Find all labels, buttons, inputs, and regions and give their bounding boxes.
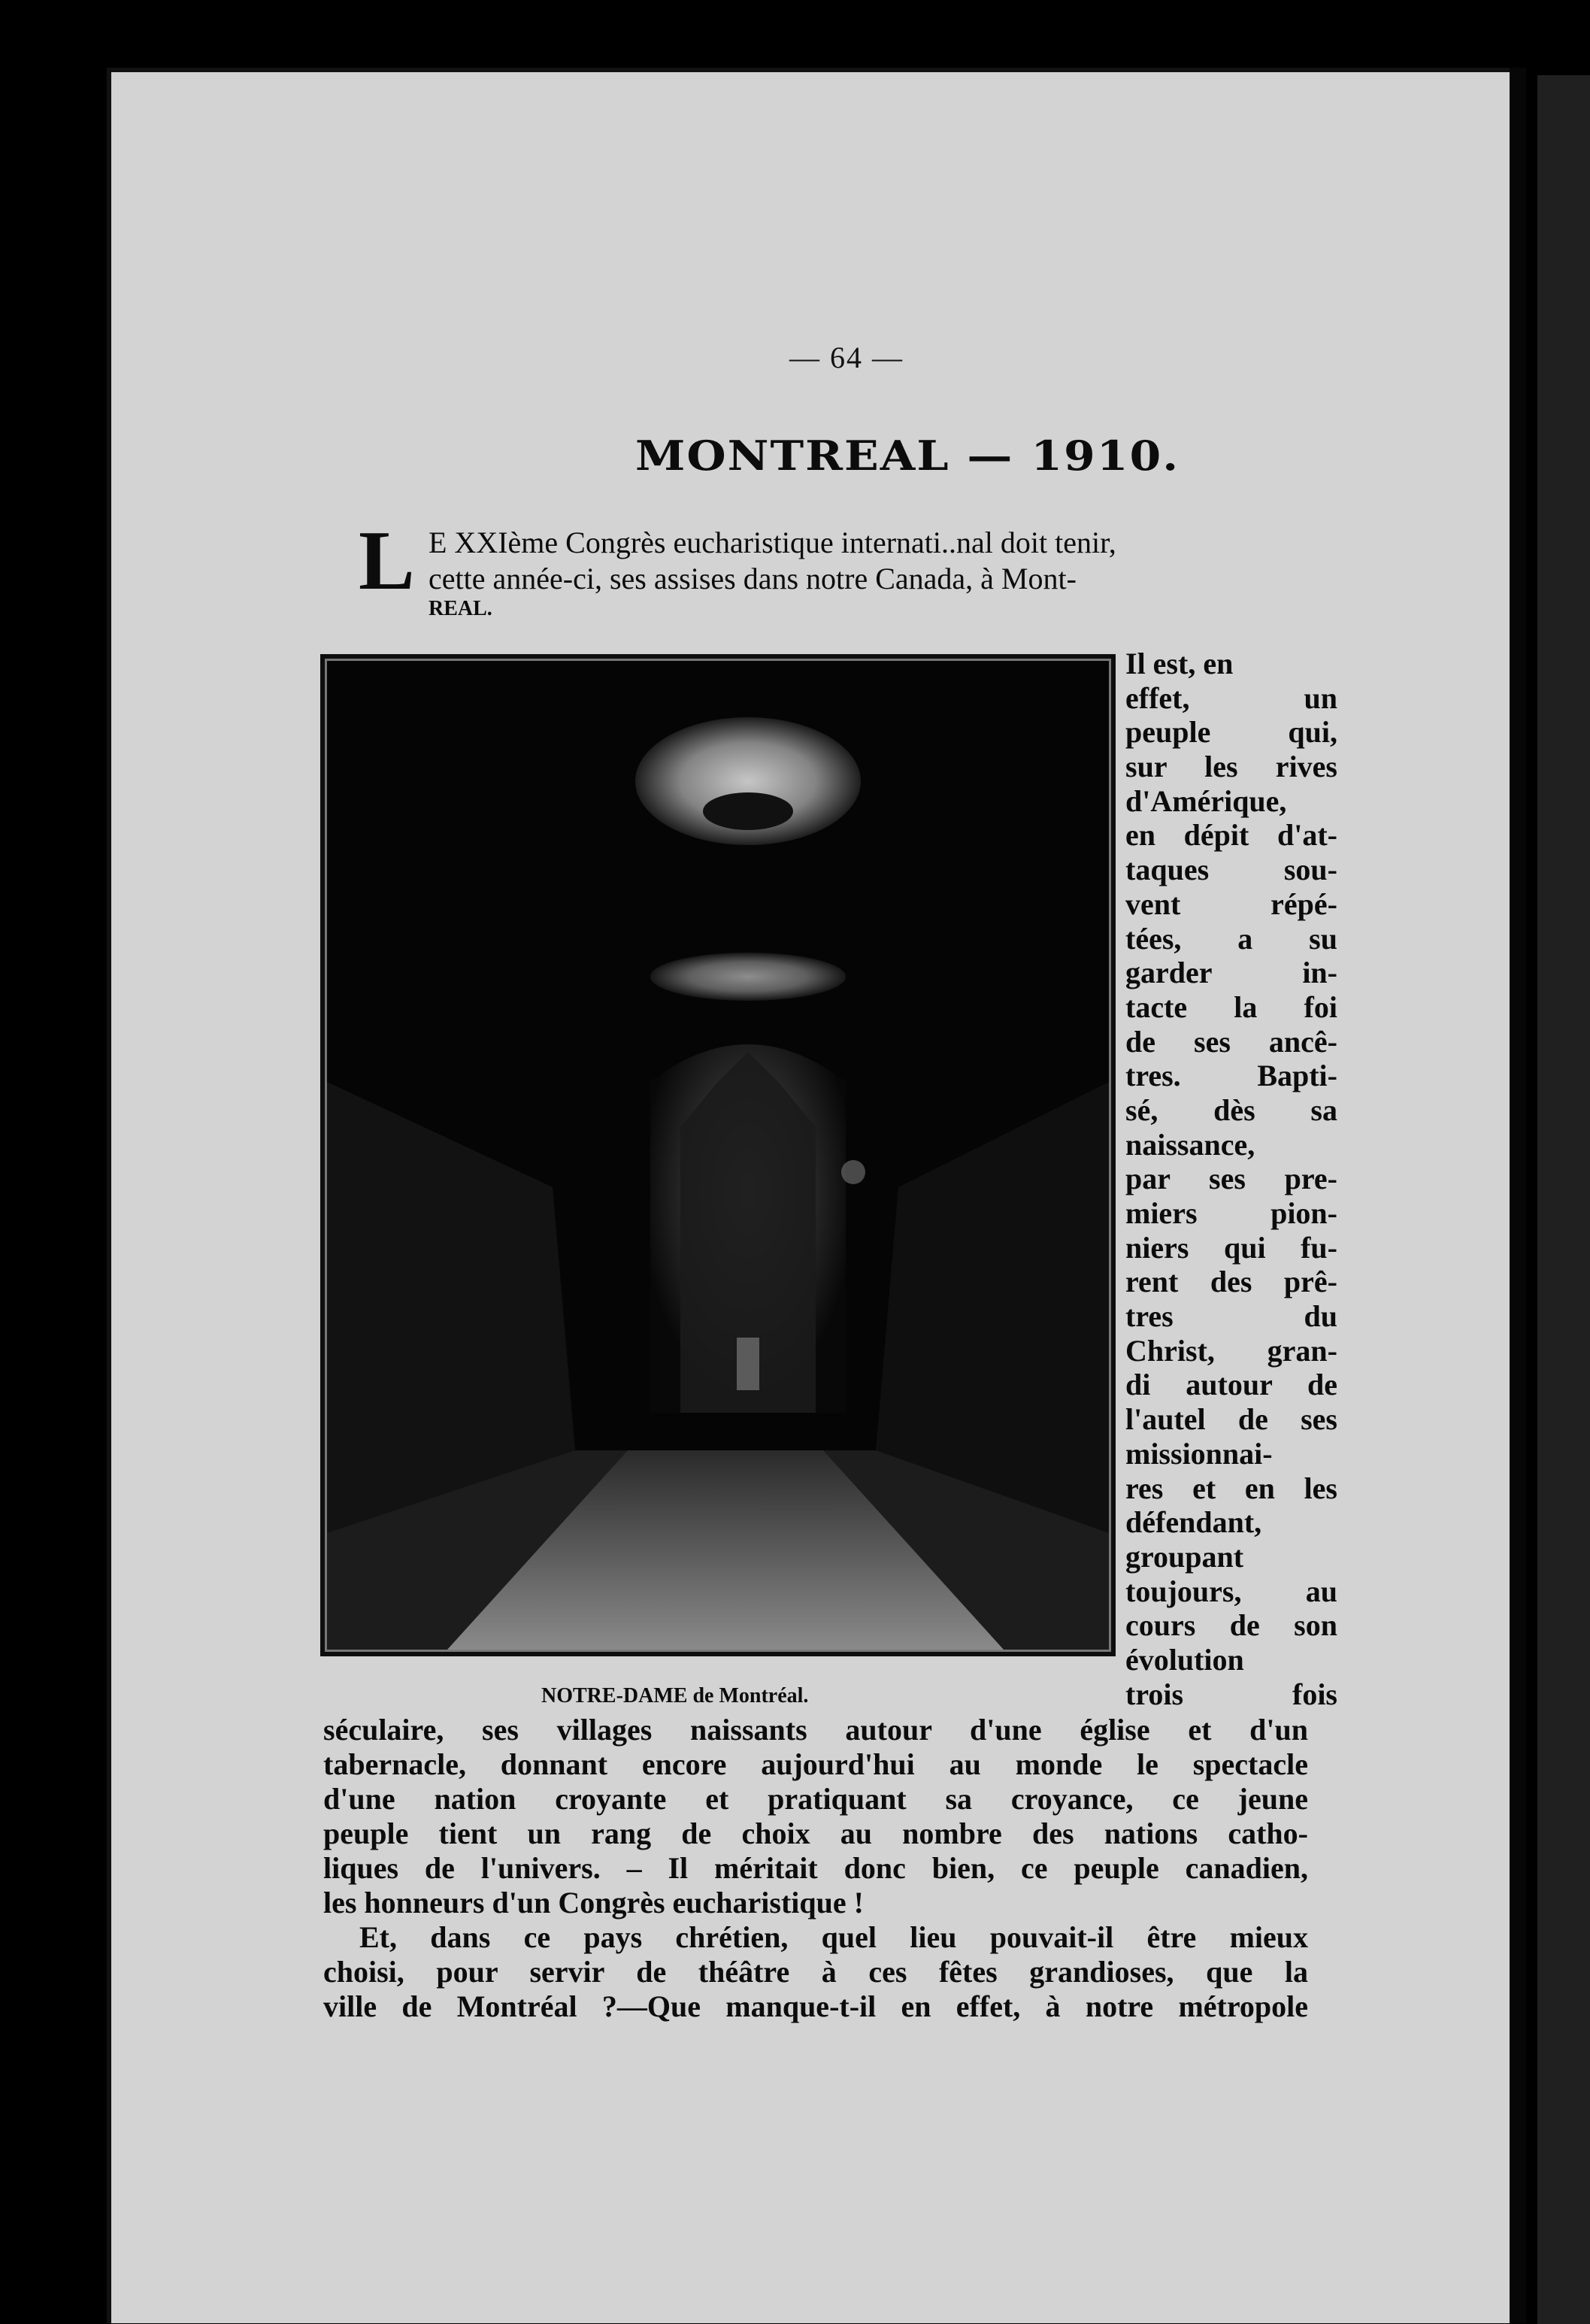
body-line: liques de l'univers. – Il méritait donc bien, ce peuple canadien, — [323, 1851, 1308, 1885]
body-line: d'une nation croyante et pratiquant sa croyance, ce jeune — [323, 1782, 1308, 1816]
side-column-text — [1125, 647, 1337, 1711]
column-line: groupant — [1125, 1539, 1244, 1574]
column-line: par ses pre- — [1125, 1162, 1337, 1196]
chapter-title: MONTREAL — 1910. — [635, 432, 1180, 480]
photo-caption: NOTRE-DAME de Montréal. — [541, 1684, 809, 1707]
column-line: tres. Bapti- — [1125, 1059, 1337, 1093]
body-line: tabernacle, donnant encore aujourd'hui au monde le spectacle — [323, 1747, 1308, 1781]
column-line: tres du — [1125, 1299, 1337, 1334]
column-line: de ses ancê- — [1125, 1024, 1337, 1059]
column-line: garder in- — [1125, 956, 1337, 990]
column-line: sé, dès sa — [1125, 1092, 1337, 1127]
column-line: effet, un — [1125, 680, 1337, 715]
drop-cap: L — [359, 514, 415, 608]
column-line: toujours, au — [1125, 1574, 1337, 1608]
page-number: — 64 — — [789, 341, 904, 374]
column-line: res et en les — [1125, 1471, 1337, 1505]
body-text — [323, 1713, 1308, 2024]
body-line: les honneurs d'un Congrès eucharistique ! — [323, 1886, 864, 1919]
intro-line-end: REAL. — [429, 597, 492, 620]
column-line: missionnai- — [1125, 1436, 1273, 1471]
column-line: cours de son — [1125, 1608, 1337, 1643]
body-line: ville de Montréal ?—Que manque-t-il en effet, à notre métropole — [323, 1989, 1308, 2023]
column-line: trois fois — [1125, 1677, 1337, 1711]
intro-line: E XXIème Congrès eucharistique internati..nal doit tenir, — [429, 526, 1116, 559]
cathedral-photograph — [325, 659, 1111, 1652]
column-line: Christ, gran- — [1125, 1333, 1337, 1368]
column-line: naissance, — [1125, 1127, 1255, 1162]
column-line: vent répé- — [1125, 886, 1337, 921]
column-line: l'autel de ses — [1125, 1402, 1337, 1437]
column-line: évolution — [1125, 1642, 1244, 1677]
body-line: choisi, pour servir de théâtre à ces fêtes grandioses, que la — [323, 1955, 1308, 1989]
cathedral-interior-image — [327, 661, 1109, 1650]
column-line: tacte la foi — [1125, 989, 1337, 1024]
column-line: en dépit d'at- — [1125, 818, 1337, 853]
intro-line: cette année-ci, ses assises dans notre Canada, à Mont- — [429, 562, 1077, 595]
column-line: miers pion- — [1125, 1196, 1337, 1230]
body-line: peuple tient un rang de choix au nombre des nations catho- — [323, 1816, 1308, 1850]
facing-page-edge — [1537, 75, 1590, 2324]
column-line: di autour de — [1125, 1368, 1337, 1402]
column-line: défendant, — [1125, 1505, 1262, 1540]
page-gutter — [1510, 68, 1526, 2323]
column-line: taques sou- — [1125, 853, 1337, 887]
column-line: rent des prê- — [1125, 1265, 1337, 1299]
column-line: peuple qui, — [1125, 715, 1337, 750]
body-line: Et, dans ce pays chrétien, quel lieu pouvait-il être mieux — [359, 1920, 1308, 1954]
column-line: niers qui fu- — [1125, 1230, 1337, 1265]
column-line: d'Amérique, — [1125, 783, 1287, 818]
column-line: Il est, en — [1125, 647, 1234, 680]
body-line: séculaire, ses villages naissants autour d'une église et d'un — [323, 1713, 1308, 1747]
column-line: tées, a su — [1125, 921, 1337, 956]
column-line: sur les rives — [1125, 750, 1337, 784]
